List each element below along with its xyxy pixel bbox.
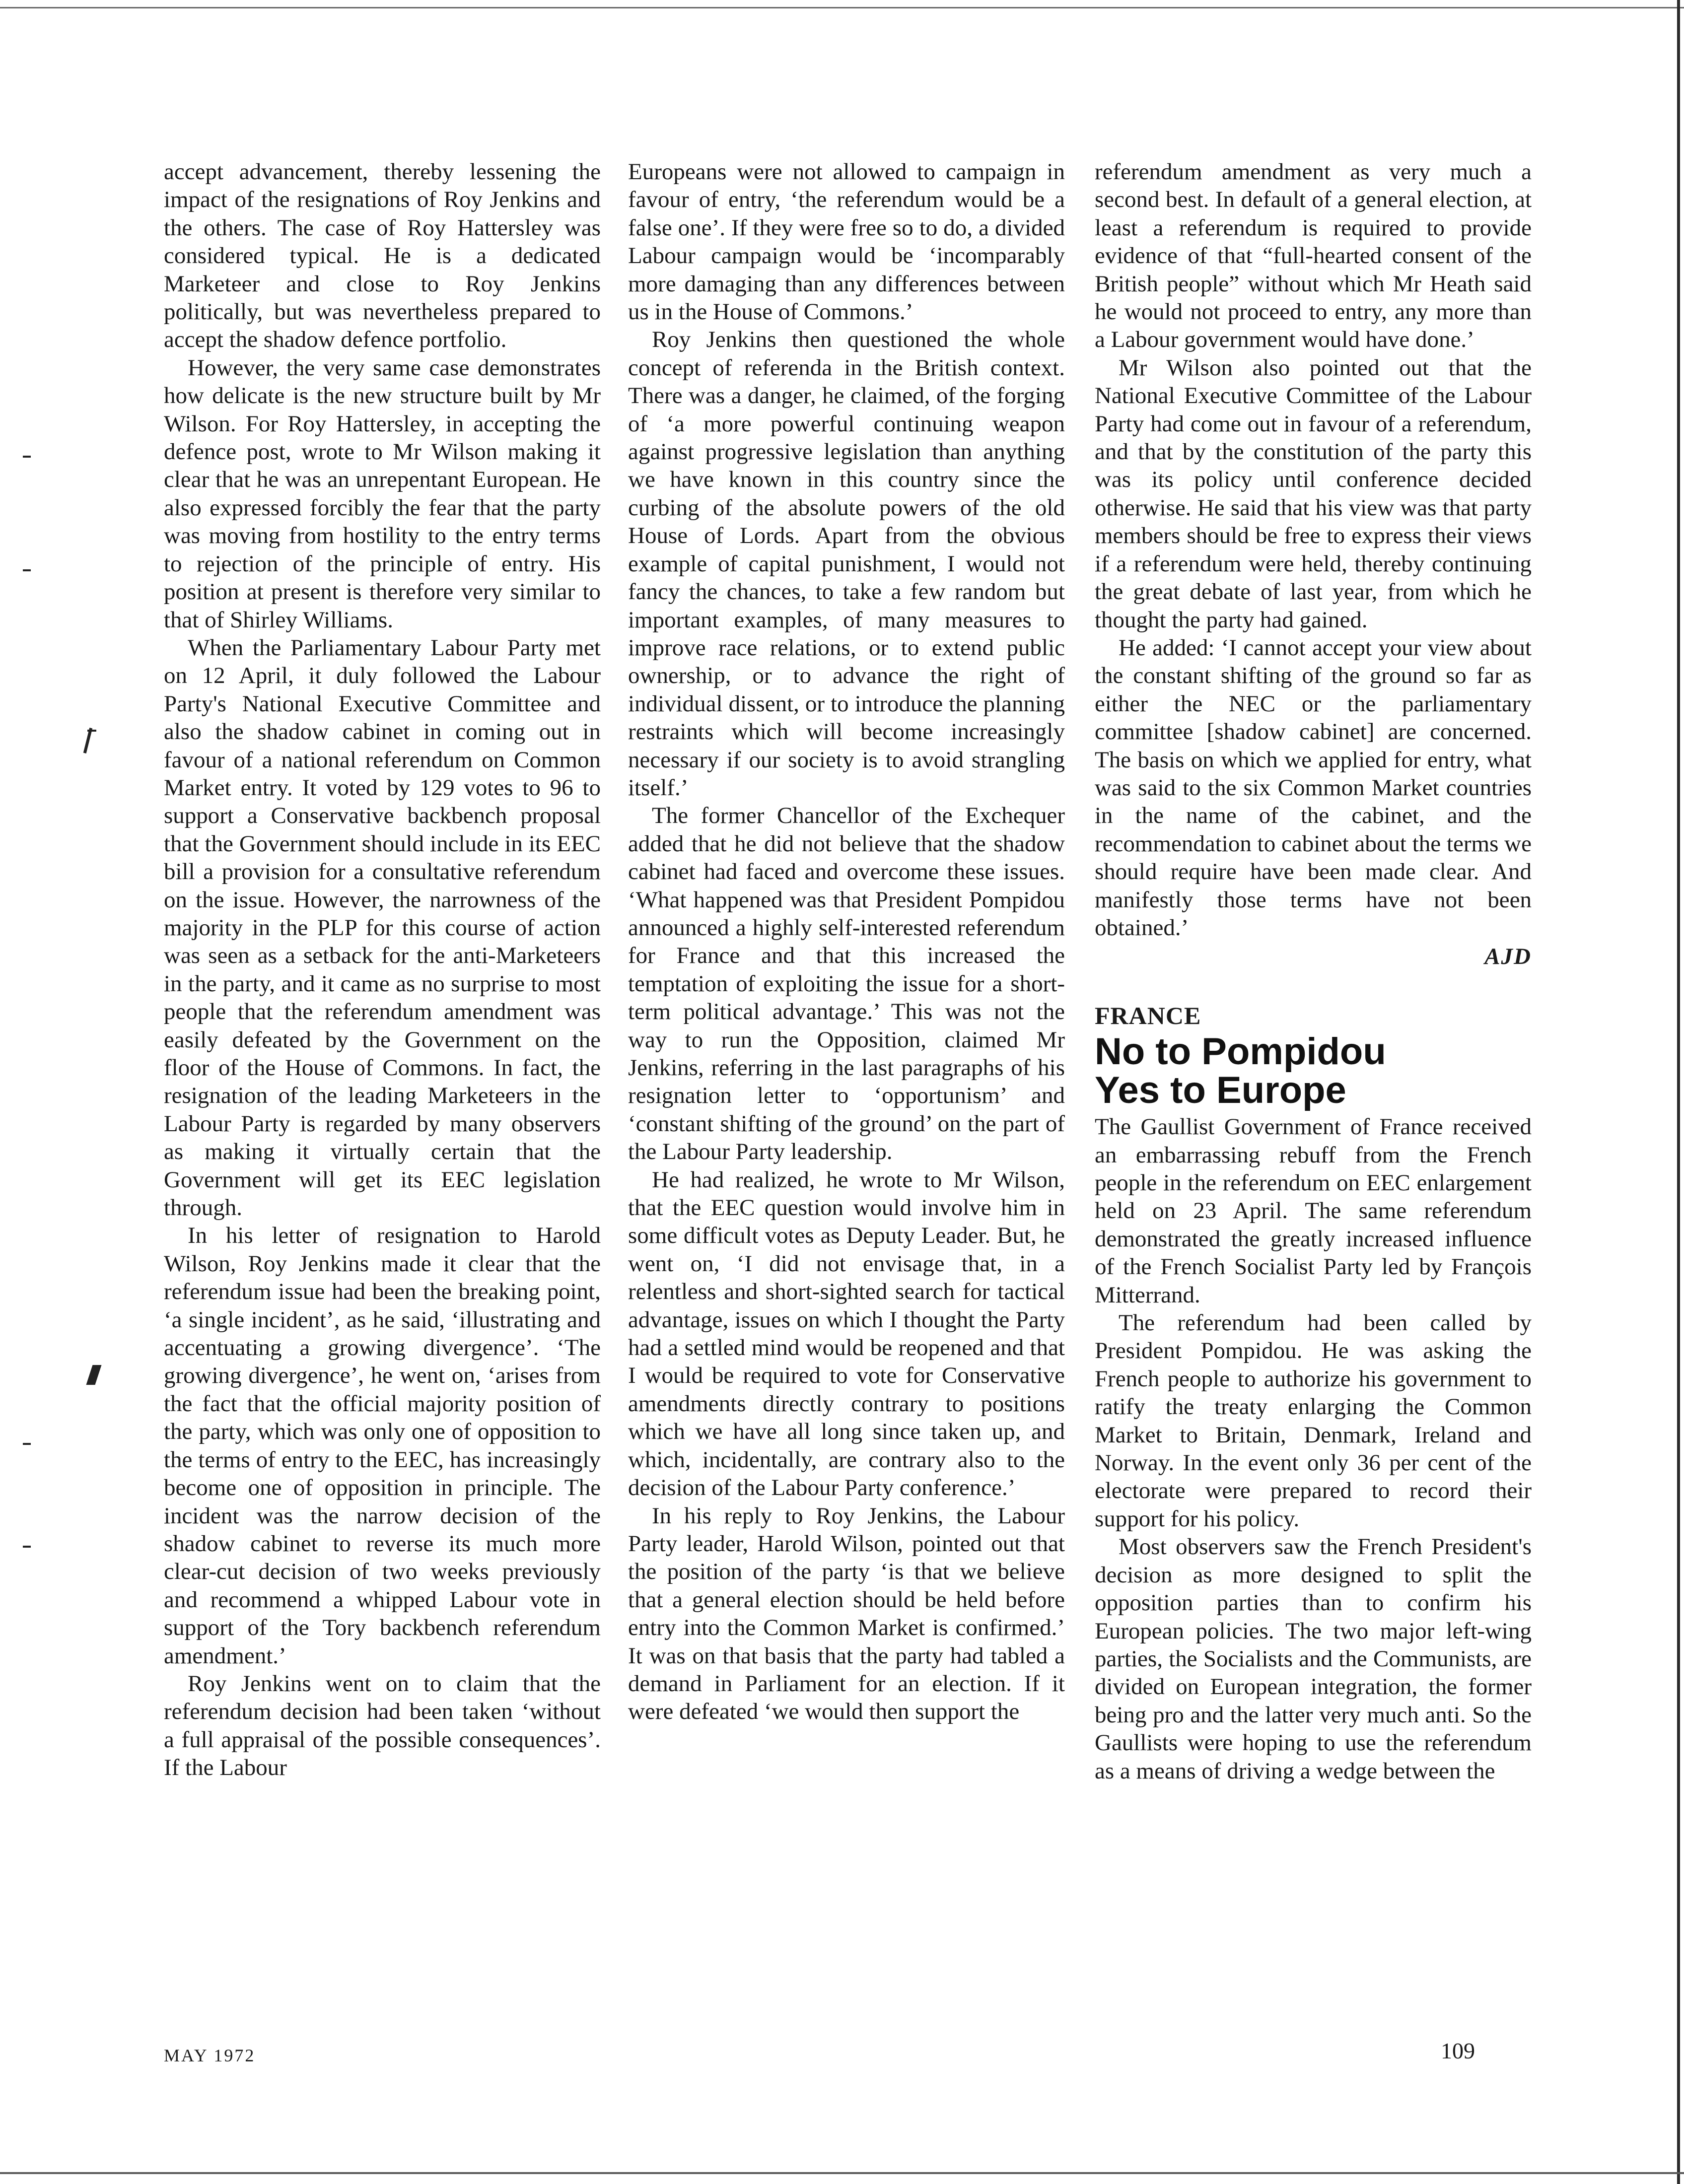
article-paragraph: The referendum had been called by President Pompidou. He was asking the French people to authorize his government to ratify the treaty enlarging the Common Market to Britain, Denmark, Ireland and Norway. In the event only 36 per cent of the electorate were prepared to record their support for his policy. <box>1095 1310 1532 1532</box>
article-paragraph: In his reply to Roy Jenkins, the Labour Party leader, Harold Wilson, pointed out that the position of the party ‘is that we believe that a general election should be held before entry into the Common Market is confirmed.’ It was on that basis that the party had tabled a demand in Parliament for an election. If it were defeated ‘we would then support the <box>628 1502 1065 1725</box>
author-signature: AJD <box>1484 944 1532 970</box>
article-paragraph: He added: ‘I cannot accept your view about the constant shifting of the ground so far as either the NEC or the parliamentary committee [shadow cabinet] are concerned. The basis on which we applied for entry, what was said to the six Common Market countries in the name of the cabinet, and the recommendation to cabinet about the terms we should require have been made clear. And manifestly those terms have not been obtained.’ <box>1095 634 1532 941</box>
margin-mark <box>86 1365 102 1385</box>
article-paragraph: referendum amendment as very much a second best. In default of a general election, at least a referendum is required to provide evidence of that “full-hearted consent of the British people” without which Mr Heath said he would not proceed to entry, any more than a Labour government would have done.’ <box>1095 159 1532 353</box>
article-paragraph: However, the very same case demonstrates how delicate is the new structure built by Mr Wilson. For Roy Hattersley, in accepting the defence post, wrote to Mr Wilson making it clear that he was an unrepentant European. He also expressed forcibly the fear that the party was moving from hostility to the entry terms to rejection of the principle of entry. His position at present is therefore very similar to that of Shirley Williams. <box>164 354 601 633</box>
article-paragraph: Roy Jenkins went on to claim that the referendum decision had been taken ‘without a full appraisal of the possible consequences’. If the Labour <box>164 1670 601 1781</box>
section-kicker: FRANCE <box>1095 1001 1201 1029</box>
scan-border-top <box>0 7 1684 8</box>
article-paragraph: He had realized, he wrote to Mr Wilson, that the EEC question would involve him in some difficult votes as Deputy Leader. But, he went on, ‘I did not envisage that, in a relentless and short-sighted search for tactical advantage, issues on which I thought the Party had a settled mind would be reopened and that I would be required to vote for Conservative amendments directly contrary to positions which we have all long since taken up, and which, incidentally, are contrary also to the decision of the Labour Party conference.’ <box>628 1166 1065 1501</box>
headline-line: Yes to Europe <box>1095 1069 1346 1112</box>
scan-border-right <box>1677 0 1680 2184</box>
article-column-2 <box>628 158 1065 1726</box>
scan-border-bottom <box>0 2172 1684 2174</box>
margin-mark <box>87 730 96 732</box>
margin-mark <box>23 569 31 571</box>
page-number: 109 <box>1441 2038 1475 2063</box>
article-paragraph: The former Chancellor of the Exchequer added that he did not believe that the shadow cabinet had faced and overcome these issues. ‘What happened was that President Pompidou announced a highly self-interested referendum for France and that this increased the temptation of exploiting the issue for a short-term political advantage.’ This was not the way to run the Opposition, claimed Mr Jenkins, referring in the last paragraphs of his resignation letter to ‘opportunism’ and ‘constant shifting of the ground’ on the part of the Labour Party leadership. <box>628 803 1065 1165</box>
article-paragraph: Mr Wilson also pointed out that the National Executive Committee of the Labour Party had come out in favour of a referendum, and that by the constitution of the party this was its policy until conference decided otherwise. He said that his view was that party members should be free to express their views if a referendum were held, thereby continuing the great debate of last year, from which he thought the party had gained. <box>1095 354 1532 633</box>
article-column-1 <box>164 158 601 1782</box>
article-paragraph: Roy Jenkins then questioned the whole concept of referenda in the British context. There was a danger, he claimed, of the forging of ‘a more powerful continuing weapon against progressive legislation than anything we have known in this country since the curbing of the absolute powers of the old House of Lords. Apart from the obvious example of capital punishment, I would not fancy the chances, to take a few random but important examples, of many measures to improve race relations, or to extend public ownership, or to advance the right of individual dissent, or to introduce the planning restraints which will become increasingly necessary if our society is to avoid strangling itself.’ <box>628 327 1065 801</box>
article-paragraph: The Gaullist Government of France received an embarrassing rebuff from the French people in the referendum on EEC enlargement held on 23 April. The same referendum demonstrated the greatly increased influence of the French Socialist Party led by François Mitterrand. <box>1095 1114 1532 1308</box>
margin-mark <box>23 1546 31 1548</box>
article-paragraph: When the Parliamentary Labour Party met on 12 April, it duly followed the Labour Party's National Executive Committee and also the shadow cabinet in coming out in favour of a national referendum on Common Market entry. It voted by 129 votes to 96 to support a Conservative backbench proposal that the Government should include in its EEC bill a provision for a consultative referendum on the issue. However, the narrowness of the majority in the PLP for this course of action was seen as a setback for the anti-Marketeers in the party, and it came as no surprise to most people that the referendum amendment was easily defeated by the Government on the floor of the House of Commons. In fact, the resignation of the leading Marketeers in the Labour Party is regarded by many observers as making it virtually certain that the Government will get its EEC legislation through. <box>164 634 601 1221</box>
headline-line: No to Pompidou <box>1095 1030 1386 1073</box>
issue-date: MAY 1972 <box>164 2046 256 2065</box>
article-paragraph: In his letter of resignation to Harold Wilson, Roy Jenkins made it clear that the referendum issue had been the breaking point, ‘a single incident’, as he said, ‘illustrating and accentuating a growing divergence’. ‘The growing divergence’, he went on, ‘arises from the fact that the official majority position of the party, which was only one of opposition to the terms of entry to the EEC, has increasingly become one of opposition in principle. The incident was the narrow decision of the shadow cabinet to reverse its much more clear-cut decision of two weeks previously and recommend a whipped Labour vote in support of the Tory backbench referendum amendment.’ <box>164 1223 601 1669</box>
article-headline <box>1095 1032 1532 1110</box>
article-paragraph: Most observers saw the French President's decision as more designed to split the opposition parties than to confirm his European policies. The two major left-wing parties, the Socialists and the Communists, are divided on European integration, the former being pro and the latter very much anti. So the Gaullists were hoping to use the referendum as a means of driving a wedge between the <box>1095 1534 1532 1784</box>
article-paragraph: accept advancement, thereby lessening the impact of the resignations of Roy Jenkins and the others. The case of Roy Hattersley was considered typical. He is a dedicated Marketeer and close to Roy Jenkins politically, but was nevertheless prepared to accept the shadow defence portfolio. <box>164 159 601 353</box>
margin-mark <box>23 456 31 458</box>
article-column-3 <box>1095 158 1532 1785</box>
margin-mark <box>23 1443 31 1445</box>
article-paragraph: Europeans were not allowed to campaign in favour of entry, ‘the referendum would be a false one’. If they were free so to do, a divided Labour campaign would be ‘incomparably more damaging than any differences between us in the House of Commons.’ <box>628 159 1065 325</box>
